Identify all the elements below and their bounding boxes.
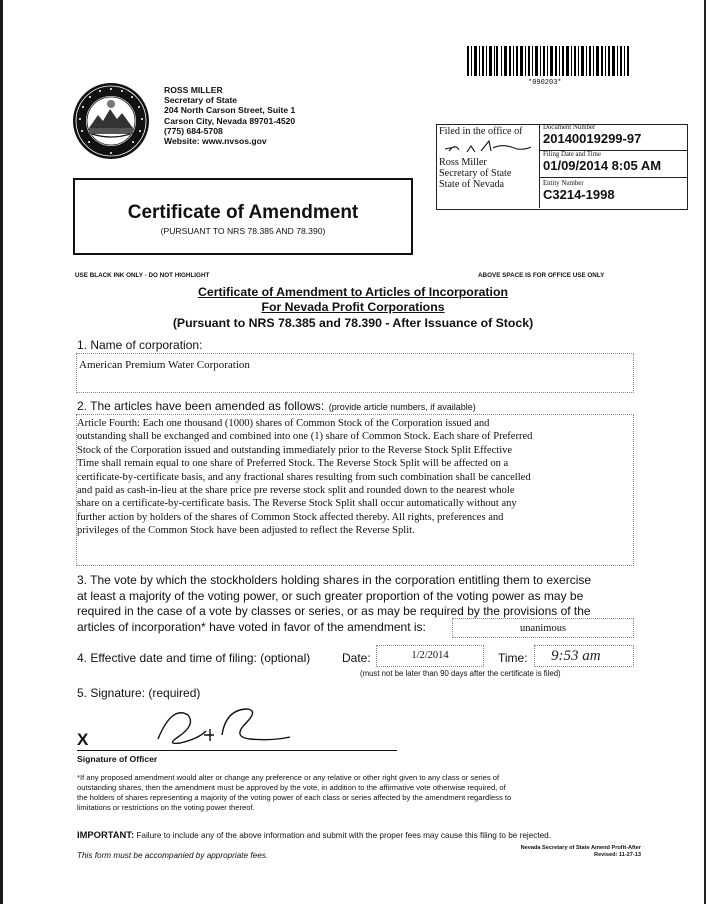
barcode-icon	[467, 46, 629, 76]
officer-signature-icon	[150, 703, 310, 753]
effective-time-field[interactable]	[534, 645, 634, 667]
filing-date-value: 01/09/2014 8:05 AM	[543, 158, 662, 173]
amendment-line: privileges of the Common Stock have been adjusted to reflect the Reverse Split.	[77, 525, 415, 537]
certificate-subtitle: (PURSUANT TO NRS 78.385 AND 78.390)	[160, 226, 326, 236]
fine-print-line: *If any proposed amendment would alter or change any preference or any relative or other right given to any class or series of	[77, 773, 500, 782]
filing-date-label: Filing Date and Time	[543, 151, 601, 158]
q3-line: required in the case of a vote by classes or series, or as may be required by the provisions of the	[77, 604, 591, 618]
filing-details	[539, 124, 687, 208]
filed-signer: Ross Miller	[439, 157, 487, 168]
filing-date-cell	[540, 151, 687, 178]
fine-print	[77, 773, 639, 813]
secretary-website: Website: www.nvsos.gov	[164, 136, 267, 147]
time-label: Time:	[498, 651, 528, 665]
signature-x-mark: X	[77, 730, 89, 749]
form-heading-line-2: For Nevada Profit Corporations	[261, 300, 445, 314]
corporation-name-field[interactable]	[76, 353, 634, 393]
q1-label: 1. Name of corporation:	[77, 338, 203, 352]
barcode-number: *090203*	[528, 79, 562, 87]
q4-label: 4. Effective date and time of filing: (optional)	[77, 651, 311, 665]
filed-in-label: Filed in the office of	[439, 126, 523, 137]
fine-print-line: the holders of shares representing a majority of the voting power of each class or series affected by the amendment regardless to	[77, 793, 512, 802]
secretary-of-state-block	[164, 85, 295, 146]
q2-label-row	[77, 397, 476, 415]
important-text: Failure to include any of the above information and submit with the proper fees may cause this filing to be rejected.	[136, 831, 551, 840]
fine-print-line: outstanding shares, then the amendment must be approved by the vote, in addition to the affirmative vote otherwise required, of	[77, 783, 506, 792]
entity-number-value: C3214-1998	[543, 187, 615, 202]
q2-hint: (provide article numbers, if available)	[328, 402, 476, 412]
corporation-name-value: American Premium Water Corporation	[79, 359, 250, 371]
q3-line: articles of incorporation* have voted in favor of the amendment is:	[77, 619, 426, 634]
filed-state: State of Nevada	[439, 179, 505, 190]
revision-info	[480, 845, 641, 859]
secretary-name: ROSS MILLER	[164, 85, 223, 95]
amendment-line: Stock of the Corporation issued and outstanding immediately prior to the Reverse Stock Split Effective	[77, 444, 513, 456]
entity-number-cell	[540, 178, 687, 207]
filed-in-office	[437, 125, 539, 190]
scan-edge-left	[0, 0, 3, 904]
ross-miller-signature-icon	[437, 137, 537, 157]
office-use-note: ABOVE SPACE IS FOR OFFICE USE ONLY	[478, 272, 605, 279]
q5-label: 5. Signature: (required)	[77, 686, 201, 700]
secretary-phone: (775) 684-5708	[164, 125, 223, 136]
ink-instruction: USE BLACK INK ONLY - DO NOT HIGHLIGHT	[75, 272, 210, 279]
signature-line	[77, 750, 397, 751]
revision-date: Revised: 11-27-13	[594, 852, 641, 858]
q3-line: 3. The vote by which the stockholders holding shares in the corporation entitling them to exercise	[77, 573, 592, 587]
amendment-line: certificate-by-certificate basis, and any fractional shares resulting from such combination shall be cancelled	[77, 471, 531, 483]
document-number-value: 20140019299-97	[543, 131, 642, 146]
secretary-address-1: 204 North Carson Street, Suite 1	[164, 105, 296, 116]
effective-date-field[interactable]	[376, 645, 484, 667]
fees-note: This form must be accompanied by appropriate fees.	[77, 851, 269, 860]
amendment-line: and paid as cash-in-lieu at the share price pre reverse stock split and rounded down to the nearest whole	[77, 485, 515, 497]
important-notice	[77, 829, 551, 840]
nevada-seal-icon	[72, 82, 150, 160]
signature-of-officer-label: Signature of Officer	[77, 754, 158, 764]
revision-form-name: Nevada Secretary of State Amend Profit-After	[520, 845, 641, 851]
q3-line: at least a majority of the voting power, or such greater proportion of the voting power as may be	[77, 588, 584, 603]
amendment-line: share on a certificate-by-certificate basis. The Reverse Stock Split shall occur automatically without any	[77, 498, 517, 510]
secretary-title: Secretary of State	[164, 95, 238, 106]
filed-signer-title: Secretary of State	[439, 168, 512, 179]
effective-date-note: (must not be later than 90 days after the certificate is filed)	[360, 669, 561, 678]
form-heading-line-1: Certificate of Amendment to Articles of Incorporation	[198, 285, 508, 299]
certificate-title: Certificate of Amendment	[127, 202, 359, 223]
important-label: IMPORTANT:	[77, 829, 135, 840]
entity-number-label: Entity Number	[543, 180, 584, 187]
form-heading-line-3: (Pursuant to NRS 78.385 and 78.390 - After Issuance of Stock)	[172, 316, 534, 330]
effective-time-value: 9:53 am	[551, 648, 601, 664]
date-label: Date:	[342, 651, 371, 665]
amendment-text	[77, 417, 632, 538]
effective-date-value: 1/2/2014	[411, 650, 449, 661]
document-number-cell	[540, 124, 687, 151]
fine-print-line: limitations or restrictions on the voting power thereof.	[77, 803, 255, 812]
vote-result-value: unanimous	[519, 623, 567, 634]
amendment-line: outstanding shall be exchanged and combined into one (1) share of Common Stock. Each share of Preferred	[77, 431, 533, 443]
amendment-line: Time shall remain equal to one share of Preferred Stock. The Reverse Stock Split will be affected on a	[77, 458, 509, 470]
document-number-label: Document Number	[543, 124, 596, 131]
vote-result-field[interactable]	[452, 618, 634, 638]
amendment-line: Article Fourth: Each one thousand (1000) shares of Common Stock of the Corporation issued and	[77, 418, 490, 429]
q2-label: 2. The articles have been amended as follows:	[77, 399, 325, 413]
secretary-address-2: Carson City, Nevada 89701-4520	[164, 115, 296, 126]
amendment-line: further action by holders of the shares of Common Stock affected thereby. All rights, preferences and	[77, 511, 504, 523]
